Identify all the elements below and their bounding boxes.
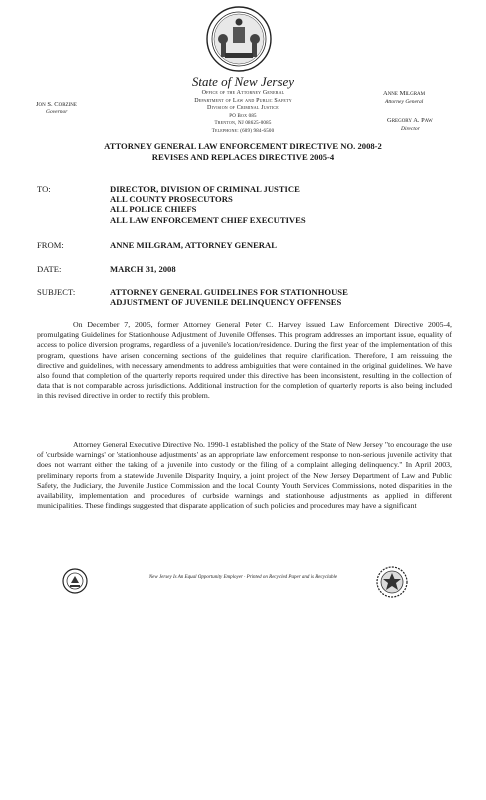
department-seal-image — [376, 566, 408, 598]
paragraph-text: Attorney General Executive Directive No. 1990-1 established the policy of the State of New Jersey "to encourage the use of 'curbside warnings' or 'stationhouse adjustments' as an appropriate law enforcement response to non-serious juvenile activity that does not warrant either the taking of a juvenile into custody or the filing of a complaint alleging delinquency." In April 2003, preliminary reports from a statewide Juvenile Disparity Inquiry, a joint project of the New Jersey Department of Law and Public Safety, the Judiciary, the Juvenile Justice Commission and the local County Youth Services Commissions, noted disparities in the availability, implementation and procedures of curbside warnings and stationhouse adjustments as applied in different municipalities. These findings suggested that disparate application of such policies and procedures may have a significant — [37, 440, 452, 511]
to-recipients — [110, 184, 306, 225]
subject-label: SUBJECT: — [37, 287, 76, 297]
office-line: Division of Criminal Justice — [207, 105, 279, 111]
directive-heading — [0, 141, 486, 162]
subject-line: ADJUSTMENT OF JUVENILE DELINQUENCY OFFENSES — [110, 297, 342, 308]
director-title: Director — [401, 126, 420, 132]
governor-title: Governor — [46, 109, 68, 115]
recipient-line: ALL LAW ENFORCEMENT CHIEF EXECUTIVES — [110, 214, 306, 225]
governor-name: Jon S. Corzine — [36, 101, 77, 108]
recipient-line: DIRECTOR, DIVISION OF CRIMINAL JUSTICE — [110, 184, 300, 194]
address-line: Telephone: (609) 984-6500 — [211, 128, 275, 134]
subject-line: ATTORNEY GENERAL GUIDELINES FOR STATIONHOUSE — [110, 287, 348, 297]
director-name: Gregory A. Paw — [387, 117, 433, 124]
subject-value — [110, 287, 348, 307]
state-seal-image — [205, 5, 273, 73]
footer-text: New Jersey Is An Equal Opportunity Employer · Printed on Recycled Paper and is Recyclable — [148, 575, 338, 580]
office-line: Office of the Attorney General — [201, 90, 285, 96]
attorney-general-title: Attorney General — [385, 99, 424, 105]
heading-line: REVISES AND REPLACES DIRECTIVE 2005-4 — [151, 151, 335, 162]
office-line: Department of Law and Public Safety — [194, 97, 292, 104]
heading-line: ATTORNEY GENERAL LAW ENFORCEMENT DIRECTIVE NO. 2008-2 — [104, 141, 382, 151]
recipient-line: ALL COUNTY PROSECUTORS — [110, 194, 233, 205]
recipient-line: ALL POLICE CHIEFS — [110, 204, 197, 215]
from-value: ANNE MILGRAM, ATTORNEY GENERAL — [110, 240, 277, 250]
date-label: DATE: — [37, 264, 62, 274]
state-title: State of New Jersey — [191, 74, 295, 89]
attorney-general-name: Anne Milgram — [383, 90, 426, 97]
address-line: PO Box 085 — [229, 113, 257, 119]
recycle-seal-image — [62, 568, 88, 594]
paragraph-text: On December 7, 2005, former Attorney General Peter C. Harvey issued Law Enforcement Directive 2005-4, promulgating Guidelines for Stationhouse Adjustment of Juvenile Offenses. This program addresses an important issue, equality of access to police diversion programs, regardless of a juvenile's location/residence. During the first year of the implementation of this program, questions have arisen concerning sections of the guidelines that require clarification. Therefore, I am reissuing the directive and guidelines, with necessary amendments to address ambiguities that were contained in the original guidelines. We have also found that completion of the quarterly reports required under this directive has been inconsistent, resulting in the collection of data that is not comparable across jurisdictions. Additional instruction for the completion of quarterly reports is also being included in this revised directive in order to rectify this problem. — [37, 320, 452, 401]
to-label: TO: — [37, 184, 51, 194]
body-paragraph-2 — [37, 440, 452, 511]
body-paragraph-1 — [37, 320, 452, 402]
date-value: MARCH 31, 2008 — [110, 264, 176, 274]
address-line: Trenton, NJ 08625-0085 — [214, 121, 272, 126]
from-label: FROM: — [37, 240, 64, 250]
